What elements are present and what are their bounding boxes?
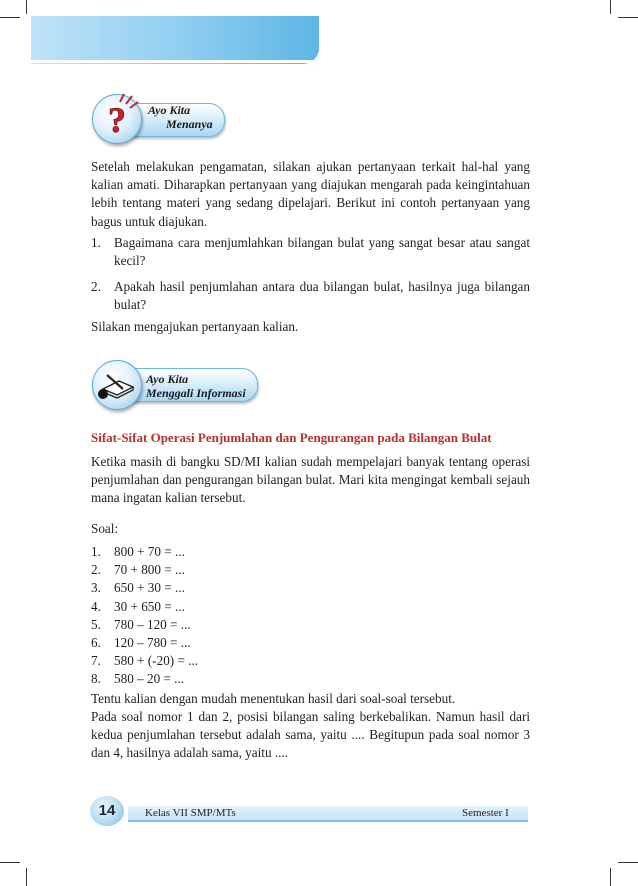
item-number: 6. [91,634,101,650]
item-number: 1. [91,544,101,559]
badge-menggali-line1: Ayo Kita [146,372,189,386]
footer-divider [128,820,528,822]
soal-label: Soal: [91,521,119,536]
footer-semester: Semester I [462,807,509,819]
question-number: 2. [91,279,101,294]
item-number: 8. [91,671,101,687]
item-expression: 30 + 650 = ... [114,598,185,614]
item-number: 3. [91,580,101,596]
list-item [91,561,291,579]
book-pen-icon [92,360,142,410]
list-item [91,634,291,652]
item-expression: 580 + (-20) = ... [114,653,199,669]
section-heading: Sifat-Sifat Operasi Penjumlahan dan Pengurangan pada Bilangan Bulat [91,430,492,445]
item-number: 5. [91,616,101,632]
crop-mark [618,17,638,18]
page-number: 14 [90,796,124,826]
closing-sentence: Tentu kalian dengan mudah menentukan hasil dari soal-soal tersebut. [91,691,456,706]
item-expression: 800 + 70 = ... [114,544,185,559]
list-item [91,616,291,634]
soal-list [91,543,291,689]
item-number: 7. [91,653,101,669]
list-item [91,579,291,597]
item-expression: 780 – 120 = ... [114,616,191,632]
intro-paragraph: Setelah melakukan pengamatan, silakan ajukan pertanyaan terkait hal-hal yang kalian amati. Diharapkan pertanyaan yang diajukan mengarah pada keingintahuan lebih tentang materi yang sedang dipelajari. Berikut ini contoh pertanyaan yang bagus untuk diajukan. [91,159,530,229]
prompt-text: Silakan mengajukan pertanyaan kalian. [91,319,299,334]
header-divider [31,60,316,63]
list-item [91,598,291,616]
list-item [91,543,291,561]
badge-menanya-line1: Ayo Kita [148,103,191,117]
sparkle-icon [118,92,140,110]
footer-book-title: Kelas VII SMP/MTs [145,807,236,819]
question-text: Apakah hasil penjumlahan antara dua bilangan bulat, hasilnya juga bilangan bulat? [114,279,530,313]
item-expression: 120 – 780 = ... [114,634,191,650]
crop-mark [26,0,27,14]
crop-mark [610,868,611,886]
item-number: 4. [91,598,101,614]
body-paragraph: Ketika masih di bangku SD/MI kalian sudah mempelajari banyak tentang operasi penjumlahan dan pengurangan bilangan bulat. Mari kita mengingat kembali sejauh mana ingatan kalian tersebut. [91,454,530,506]
list-item [91,652,291,670]
closing-paragraph: Pada soal nomor 1 dan 2, posisi bilangan saling berkebalikan. Namun hasil dari kedua penjumlahan tersebut adalah sama, yaitu .... Begitupun pada soal nomor 3 dan 4, hasilnya adalah sama, yaitu .... [91,709,530,761]
crop-mark [0,17,20,18]
badge-menggali-line2: Menggali Informasi [146,386,246,400]
question-number: 1. [91,235,101,250]
item-expression: 650 + 30 = ... [114,580,185,596]
question-text: Bagaimana cara menjumlahkan bilangan bulat yang sangat besar atau sangat kecil? [114,235,530,269]
svg-text:?: ? [108,100,126,140]
crop-mark [610,0,611,14]
crop-mark [26,868,27,886]
badge-menanya-line2: Menanya [166,117,213,131]
list-item [91,670,291,688]
item-number: 2. [91,562,101,578]
item-expression: 580 – 20 = ... [114,671,185,687]
item-expression: 70 + 800 = ... [114,562,185,578]
crop-mark [0,862,20,863]
crop-mark [618,862,638,863]
